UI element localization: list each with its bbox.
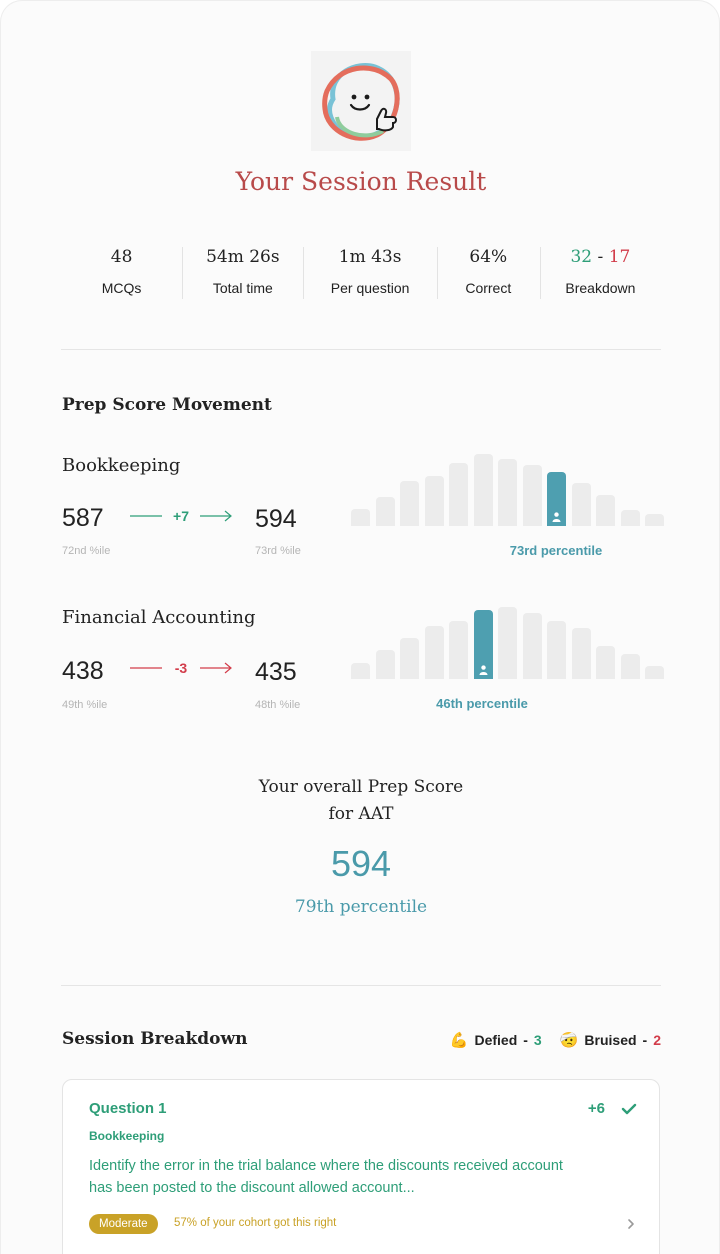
stat-value [540,241,661,273]
breakdown-separator: - [597,247,604,267]
stat-breakdown [540,241,661,301]
score-delta: -3 [174,660,188,676]
distribution-bar [498,459,517,526]
chevron-right-icon[interactable] [627,1218,635,1230]
score-delta: +7 [173,508,189,524]
score-after: 435 [255,658,297,686]
subject-name: Bookkeeping [62,455,181,476]
checkmark-icon [621,1102,637,1116]
distribution-bar [425,476,444,526]
defied-count: 3 [533,1032,542,1048]
distribution-bar [547,621,566,679]
stat-total-time [182,241,303,301]
distribution-bar [572,628,591,679]
divider [61,985,661,986]
stat-label: Breakdown [565,280,636,296]
breakdown-legend [450,1031,661,1049]
defied-label: Defied [474,1032,518,1048]
distribution-bar [572,483,591,526]
stat-per-question [303,241,436,301]
percentile-after: 73rd %ile [255,545,301,557]
overall-score: 594 [330,843,392,884]
distribution-chart [351,599,663,679]
page-title: Your Session Result [235,167,487,196]
distribution-bar [400,481,419,526]
arrow-right-icon [200,506,232,526]
score-before: 438 [62,657,104,685]
distribution-bar [449,463,468,526]
prep-score-heading: Prep Score Movement [62,395,272,415]
score-after: 594 [255,505,297,533]
overall-label-line2: for AAT [328,804,394,824]
distribution-chart [351,446,663,526]
percentile-after: 48th %ile [255,699,301,711]
stat-label: Per question [330,280,410,296]
stat-label: Correct [465,280,512,296]
question-text: Identify the error in the trial balance where the discounts received account has been posted to the discount allowed account... [89,1158,563,1196]
mascot-logo-icon [311,51,411,151]
person-icon [552,512,561,522]
percentile-label: 73rd percentile [509,543,603,558]
stat-value: 1m 43s [338,247,402,267]
flexed-biceps-icon: 💪 [449,1032,469,1049]
question-title: Question 1 [89,1100,167,1117]
distribution-bar [351,509,370,526]
percentile-before: 49th %ile [62,699,108,711]
legend-separator: - [523,1032,528,1048]
distribution-bar [498,607,517,679]
distribution-bar-you [474,610,493,679]
distribution-bar [376,650,395,679]
session-breakdown-heading: Session Breakdown [62,1029,248,1049]
legend-separator: - [642,1032,648,1048]
stat-value: 54m 26s [206,247,280,267]
overall-prep-score-label [1,774,720,828]
stat-label: Total time [212,280,273,296]
bruised-count: 2 [653,1032,661,1048]
bandaged-face-icon: 🤕 [559,1032,579,1049]
session-stats [61,241,661,301]
percentile-label: 46th percentile [436,696,528,711]
wrong-count: 17 [608,247,631,267]
distribution-bar [474,454,493,526]
divider [61,349,661,350]
stat-value: 64% [469,247,508,267]
distribution-bar [645,666,664,679]
distribution-bar [376,497,395,526]
distribution-bar [400,638,419,679]
distribution-bar [449,621,468,679]
arrow-left-segment [130,506,162,526]
distribution-bar [596,495,615,526]
person-icon [479,665,488,675]
subject-name: Financial Accounting [62,607,256,628]
question-card[interactable] [62,1079,660,1254]
stat-value: 48 [110,247,133,267]
overall-percentile: 79th percentile [294,897,428,917]
score-before: 587 [62,504,104,532]
distribution-bar [523,465,542,526]
arrow-left-segment [130,658,162,678]
question-subject: Bookkeeping [89,1129,165,1143]
arrow-right-icon [200,658,232,678]
question-score: +6 [587,1100,605,1117]
bruised-label: Bruised [584,1032,637,1048]
distribution-bar [351,663,370,679]
stat-mcqs [61,241,182,301]
distribution-bar [621,654,640,679]
bruised-summary [560,1031,661,1049]
distribution-bar [645,514,664,526]
distribution-bar [596,646,615,679]
difficulty-badge: Moderate [89,1214,158,1234]
distribution-bar [523,613,542,679]
cohort-stat: 57% of your cohort got this right [174,1217,337,1229]
distribution-bar-you [547,472,566,526]
distribution-bar [621,510,640,526]
defied-summary [450,1031,542,1049]
stat-label: MCQs [101,280,142,296]
stat-correct [437,241,540,301]
percentile-before: 72nd %ile [62,545,111,557]
correct-count: 32 [570,247,593,267]
distribution-bar [425,626,444,679]
overall-label-line1: Your overall Prep Score [258,777,464,797]
